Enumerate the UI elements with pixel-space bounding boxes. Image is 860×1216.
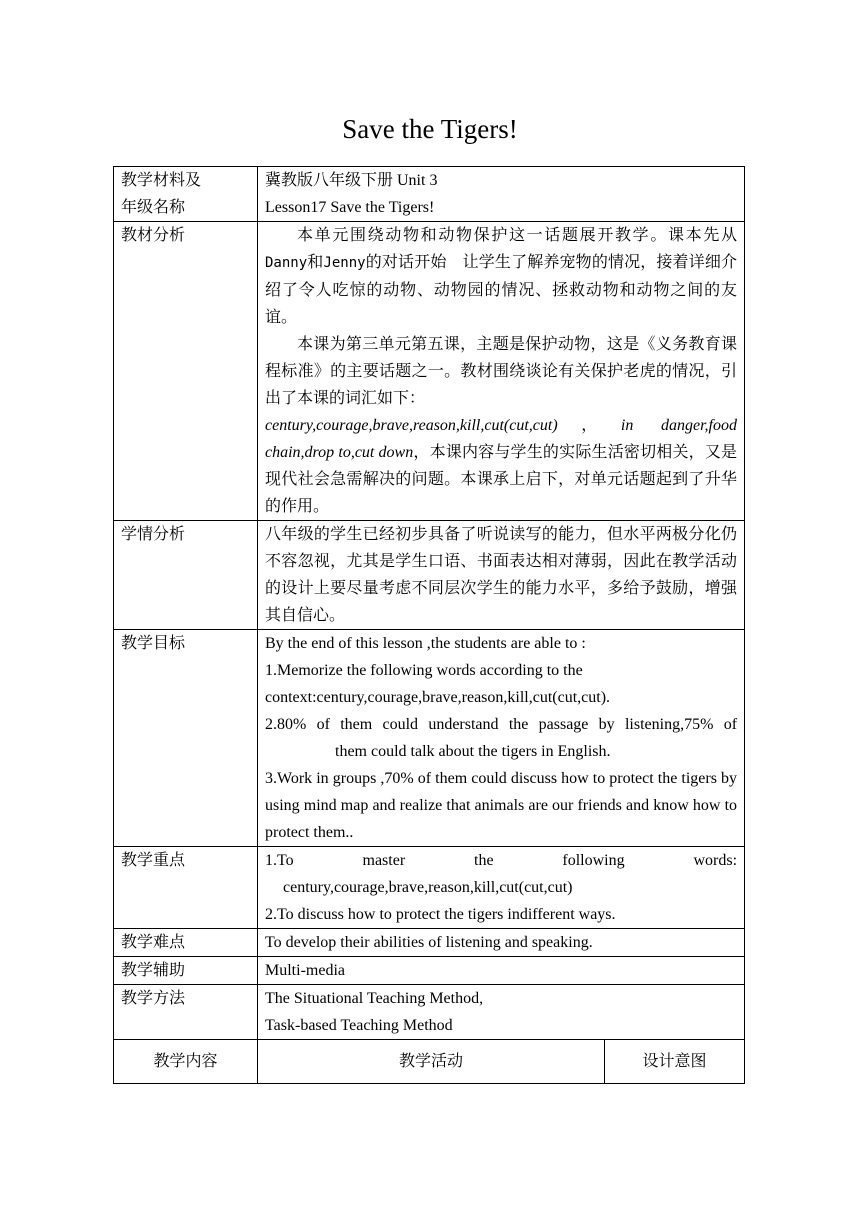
row-key-points (114, 847, 745, 929)
header-content: 教学内容 (114, 1040, 258, 1084)
value-objectives: By the end of this lesson ,the students are able to : 1.Memorize the following words according to the context:century,courage,brave,reason,kill,cut(cut,cut). 2.80% of them could understand the passage by listening,75% of them could talk about the tigers in English. 3.Work in groups ,70% of them could discuss how to protect the tigers by using mind map and realize that animals are our friends and know how to protect them.. (258, 630, 745, 847)
value-material: 冀教版八年级下册 Unit 3 Lesson17 Save the Tigers! (258, 167, 745, 222)
row-material (114, 167, 745, 222)
label-methods: 教学方法 (114, 985, 258, 1040)
label-material: 教学材料及 年级名称 (114, 167, 258, 222)
value-textbook-analysis (258, 222, 745, 521)
value-student-analysis: 八年级的学生已经初步具备了听说读写的能力，但水平两极分化仍不容忽视，尤其是学生口语、书面表达相对薄弱，因此在教学活动的设计上要尽量考虑不同层次学生的能力水平，多给予鼓励，增强其自信心。 (258, 521, 745, 630)
value-aids: Multi-media (258, 957, 745, 985)
lesson-plan-table (113, 166, 745, 1084)
header-intent: 设计意图 (605, 1040, 745, 1084)
value-difficulties: To develop their abilities of listening and speaking. (258, 929, 745, 957)
analysis-paragraph-2: 本课为第三单元第五课，主题是保护动物，这是《义务教育课程标准》的主要话题之一。教材围绕谈论有关保护老虎的情况，引出了本课的词汇如下： (265, 336, 738, 407)
label-textbook-analysis: 教材分析 (114, 222, 258, 521)
header-activities: 教学活动 (258, 1040, 605, 1084)
row-textbook-analysis (114, 222, 745, 521)
label-key-points: 教学重点 (114, 847, 258, 929)
analysis-paragraph-3: century,courage,brave,reason,kill,cut(cut,cut)，in danger,food chain,drop to,cut down，本课内容与学生的实际生活密切相关，又是现代社会急需解决的问题。本课承上启下，对单元话题起到了升华的作用。 (265, 417, 738, 515)
label-difficulties: 教学难点 (114, 929, 258, 957)
row-process-header (114, 1040, 745, 1084)
value-key-points: 1.To master the following words: century,courage,brave,reason,kill,cut(cut,cut) 2.To discuss how to protect the tigers indifferent ways. (258, 847, 745, 929)
page-title: Save the Tigers! (342, 114, 518, 144)
label-student-analysis: 学情分析 (114, 521, 258, 630)
row-difficulties (114, 929, 745, 957)
row-methods (114, 985, 745, 1040)
analysis-paragraph-1: 本单元围绕动物和动物保护这一话题展开教学。课本先从Danny和Jenny的对话开始 让学生了解养宠物的情况，接着详细介绍了令人吃惊的动物、动物园的情况、拯救动物和动物之间的友谊。 (265, 227, 738, 326)
row-objectives (114, 630, 745, 847)
row-student-analysis (114, 521, 745, 630)
label-objectives: 教学目标 (114, 630, 258, 847)
value-methods: The Situational Teaching Method, Task-based Teaching Method (258, 985, 745, 1040)
label-aids: 教学辅助 (114, 957, 258, 985)
row-aids (114, 957, 745, 985)
